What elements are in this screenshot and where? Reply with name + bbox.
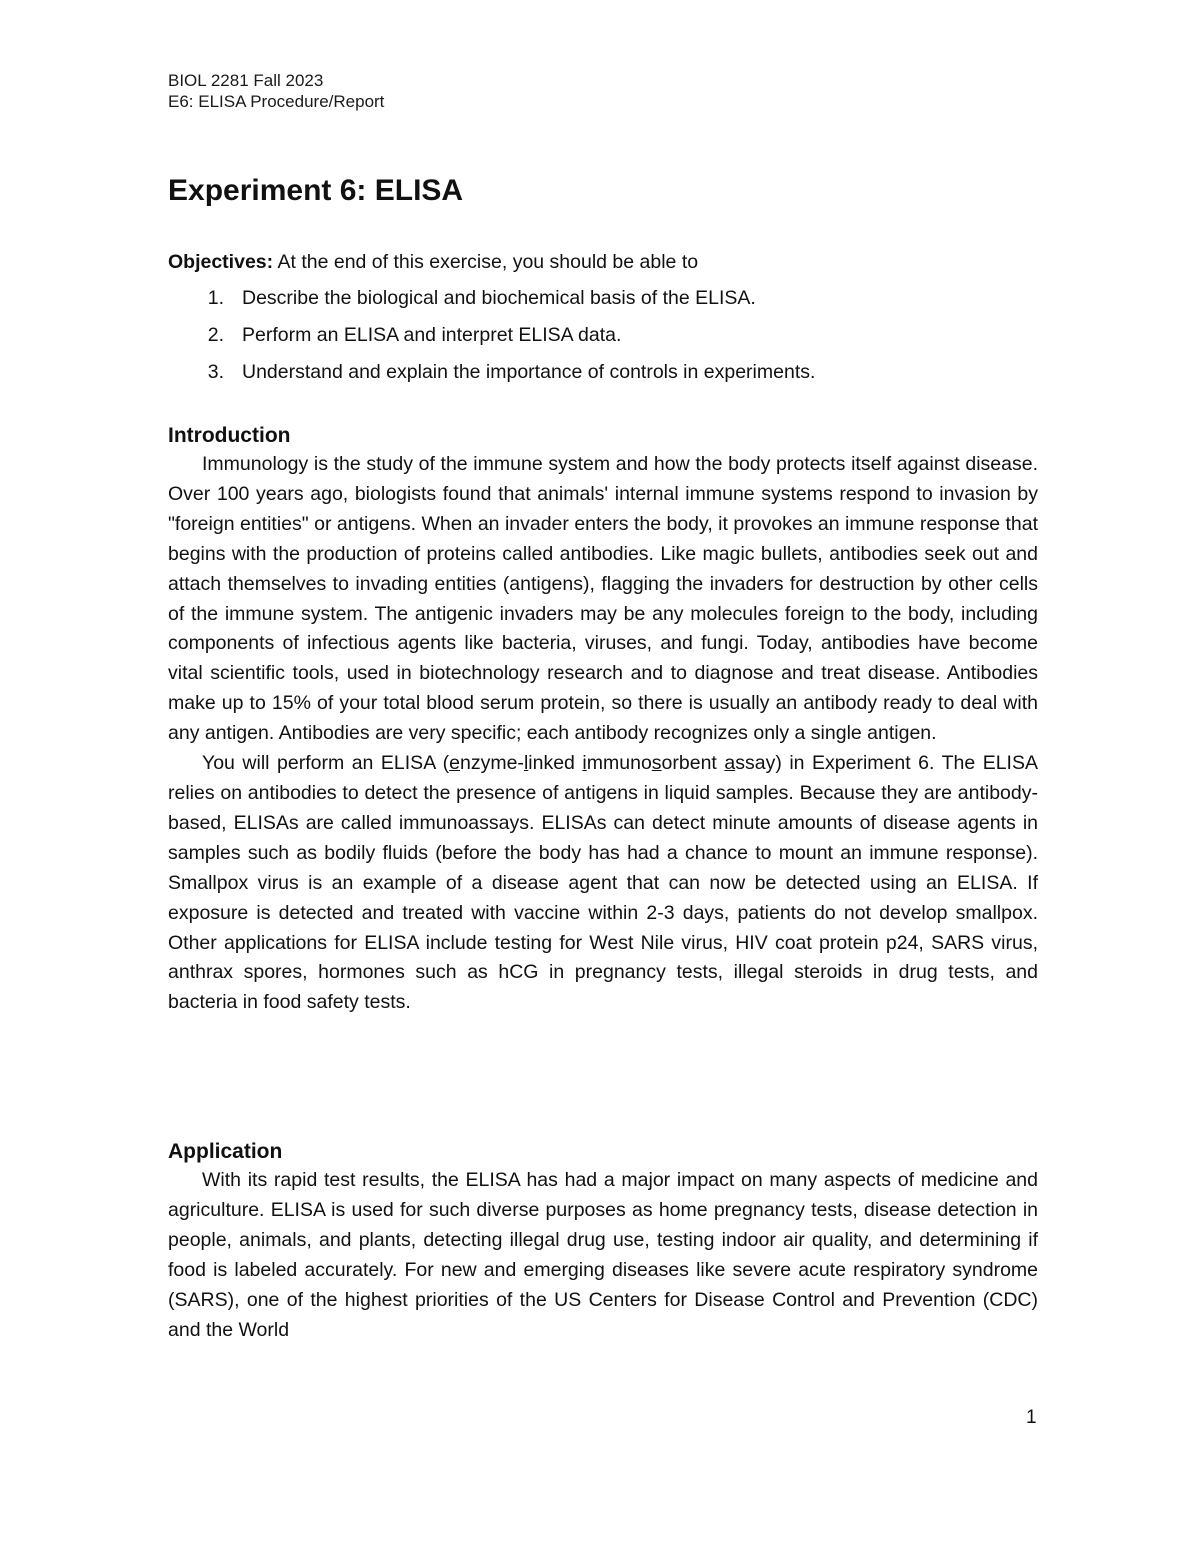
introduction-paragraph-1: Immunology is the study of the immune system and how the body protects itself against disease. Over 100 years ago, biologists found that animals' internal immune systems respond to invasion by "foreign entities" or antigens. When an invader enters the body, it provokes an immune response that begins with the production of proteins called antibodies. Like magic bullets, antibodies seek out and attach themselves to invading entities (antigens), flagging the invaders for destruction by other cells of the immune system. The antigenic invaders may be any molecules foreign to the body, including components of infectious agents like bacteria, viruses, and fungi. Today, antibodies have become vital scientific tools, used in biotechnology research and to diagnose and treat disease. Antibodies make up to 15% of your total blood serum protein, so there is usually an antibody ready to deal with any antigen. Antibodies are very specific; each antibody recognizes only a single antigen. bbox=[168, 453, 1038, 745]
acronym-word-part: mmuno bbox=[586, 752, 652, 775]
objectives-list bbox=[168, 285, 1038, 396]
list-item-number: 2. bbox=[207, 324, 224, 346]
list-item bbox=[168, 285, 1038, 322]
objectives-label: Objectives: bbox=[168, 251, 274, 273]
acronym-letter: l bbox=[523, 752, 529, 775]
objectives-section bbox=[168, 249, 1038, 396]
list-item-text: Perform an ELISA and interpret ELISA data. bbox=[242, 324, 622, 346]
acronym-word-part: inked bbox=[528, 752, 583, 775]
acronym-letter: s bbox=[651, 752, 662, 775]
paragraph-text: You will perform an ELISA ( bbox=[202, 752, 450, 775]
list-item-number: 3. bbox=[207, 361, 224, 383]
list-item-text: Understand and explain the importance of controls in experiments. bbox=[242, 361, 816, 383]
page-title: Experiment 6: ELISA bbox=[168, 174, 464, 207]
application-heading: Application bbox=[168, 1140, 283, 1163]
application-paragraph-1: With its rapid test results, the ELISA has had a major impact on many aspects of medicine and agriculture. ELISA is used for such diverse purposes as home pregnancy tests, disease detection in people, animals, and plants, detecting illegal drug use, testing indoor air quality, and determining if food is labeled accurately. For new and emerging diseases like severe acute respiratory syndrome (SARS), one of the highest priorities of the US Centers for Disease Control and Prevention (CDC) and the World bbox=[168, 1169, 1038, 1341]
list-item-text: Describe the biological and biochemical basis of the ELISA. bbox=[242, 287, 756, 309]
acronym-letter: e bbox=[449, 752, 460, 775]
acronym-word-part: ssay bbox=[735, 752, 776, 775]
introduction-section bbox=[168, 421, 1038, 1018]
course-line: BIOL 2281 Fall 2023 bbox=[168, 71, 324, 90]
objectives-lead-text: At the end of this exercise, you should be able to bbox=[273, 251, 699, 273]
page-number: 1 bbox=[1026, 1407, 1037, 1428]
page-header bbox=[168, 70, 384, 112]
list-item bbox=[168, 322, 1038, 359]
acronym-word-part: nzyme- bbox=[460, 752, 524, 775]
objectives-lead bbox=[168, 249, 1038, 275]
acronym-word-part: orbent bbox=[661, 752, 725, 775]
application-section bbox=[168, 1137, 1038, 1345]
paragraph-text: ) in Experiment 6. The ELISA relies on antibodies to detect the presence of antigens in liquid samples. Because they are antibody-based, ELISAs are called immunoassays. ELISAs can detect minute amounts of disease agents in samples such as bodily fluids (before the body has had a chance to mount an immune response). Smallpox virus is an example of a disease agent that can now be detected using an ELISA. If exposure is detected and treated with vaccine within 2-3 days, patients do not develop smallpox. Other applications for ELISA include testing for West Nile virus, HIV coat protein p24, SARS virus, anthrax spores, hormones such as hCG in pregnancy tests, illegal steroids in drug tests, and bacteria in food safety tests. bbox=[168, 752, 1038, 1014]
report-subtitle: E6: ELISA Procedure/Report bbox=[168, 92, 385, 111]
acronym-letter: a bbox=[724, 752, 736, 775]
introduction-paragraph-2 bbox=[168, 749, 1038, 1018]
acronym-letter: i bbox=[582, 752, 587, 775]
introduction-heading: Introduction bbox=[168, 424, 291, 447]
list-item-number: 1. bbox=[207, 287, 224, 309]
list-item bbox=[168, 359, 1038, 396]
